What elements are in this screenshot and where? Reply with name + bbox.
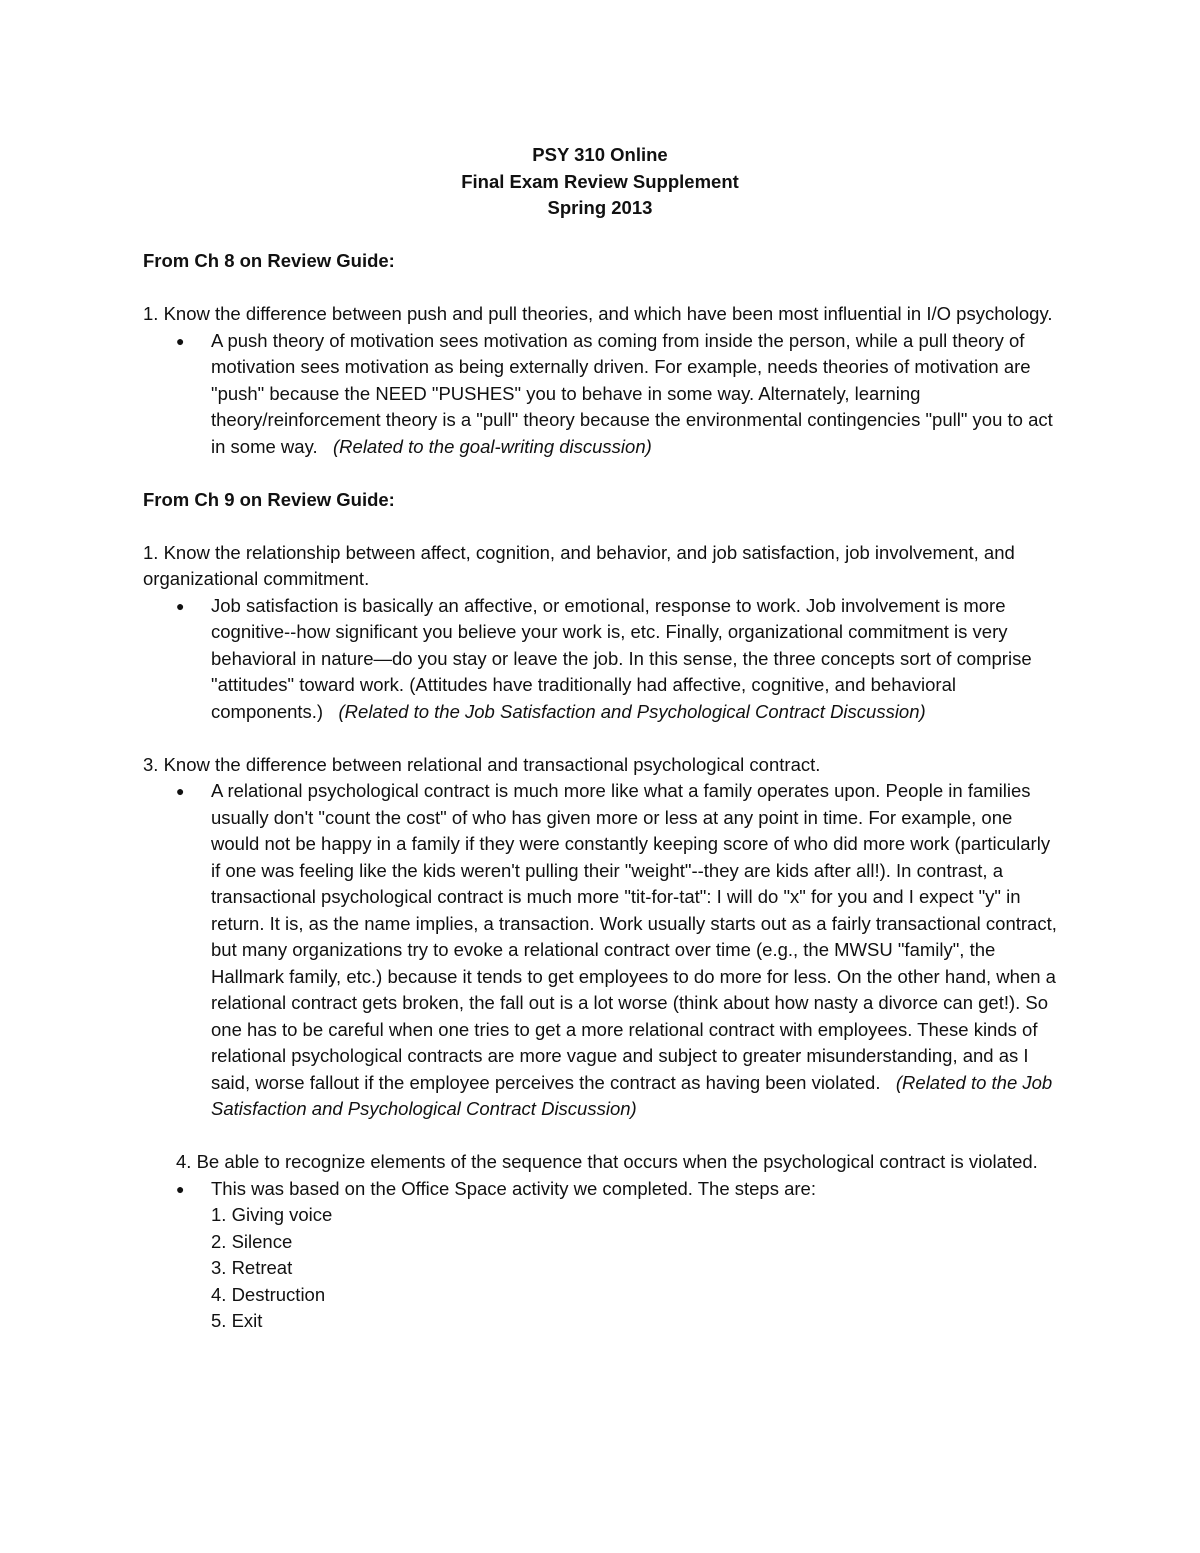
semester-label: Spring 2013 <box>547 197 653 218</box>
list-item: 3. Retreat <box>211 1257 293 1278</box>
answer-text: A push theory of motivation sees motivation as coming from inside the person, while a pull theory of motivation sees motivation as being externally driven. For example, needs theories of motivation are "push" because the NEED "PUSHES" you to behave in some way. Alternately, learning theory/reinforcement theory is a "pull" theory because the environmental contingencies "pull" you to act in some way. <box>211 329 1053 457</box>
course-title: PSY 310 Online <box>532 144 668 165</box>
list-item: 4. Destruction <box>211 1283 326 1305</box>
answer-ch9-4 <box>143 1176 1063 1203</box>
bullet-icon: ● <box>176 332 185 349</box>
section-heading-ch8: From Ch 8 on Review Guide: <box>143 250 395 271</box>
answer-ch8-1 <box>143 328 1063 461</box>
related-note: (Related to the goal-writing discussion) <box>322 435 652 457</box>
related-note: (Related to the Job Satisfaction and Psychological Contract Discussion) <box>328 700 926 722</box>
document-body <box>143 248 1063 1335</box>
answer-ch9-3 <box>143 778 1063 1123</box>
bullet-icon: ● <box>176 597 185 614</box>
list-item: 1. Giving voice <box>211 1204 333 1225</box>
question-ch9-1: 1. Know the relationship between affect, cognition, and behavior, and job satisfaction, job involvement, and organizational commitment. <box>143 541 1015 589</box>
steps-list <box>143 1202 1063 1335</box>
question-ch8-1: 1. Know the difference between push and pull theories, and which have been most influential in I/O psychology. <box>143 303 1053 324</box>
answer-text: A relational psychological contract is much more like what a family operates upon. People in families usually don't "count the cost" of who has given more or less at any point in time. For example, one would not be happy in a family if they were constantly keeping score of who did more work (particularly if one was feeling like the kids weren't pulling their "weight"--they are kids after all!). In contrast, a transactional psychological contract is much more "tit-for-tat": I will do "x" for you and I expect "y" in return. It is, as the name implies, a transaction. Work usually starts out as a fairly transactional contract, but many organizations try to evoke a relational contract over time (e.g., the MWSU "family", the Hallmark family, etc.) because it tends to get employees to do more for less. On the other hand, when a relational contract gets broken, the fall out is a lot worse (think about how nasty a divorce can get!). So one has to be careful when one tries to get a more relational contract with employees. These kinds of relational psychological contracts are more vague and subject to greater misunderstanding, and as I said, worse fallout if the employee perceives the contract as having been violated. <box>211 780 1057 1093</box>
list-item: 2. Silence <box>211 1230 293 1252</box>
answer-text: Job satisfaction is basically an affective, or emotional, response to work. Job involvement is more cognitive--how significant you believe your work is, etc. Finally, organizational commitment is very behavioral in nature—do you stay or leave the job. In this sense, the three concepts sort of comprise "attitudes" toward work. (Attitudes have traditionally had affective, cognitive, and behavioral components.) <box>211 594 1032 722</box>
related-note: (Related to the Job Satisfaction and Psychological Contract Discussion) <box>211 1071 1053 1119</box>
document-header <box>0 142 1200 222</box>
list-item: 5. Exit <box>211 1310 263 1331</box>
bullet-icon: ● <box>176 783 185 799</box>
bullet-icon: ● <box>176 1180 185 1197</box>
document-title: Final Exam Review Supplement <box>461 170 739 192</box>
question-ch9-4: 4. Be able to recognize elements of the sequence that occurs when the psychological contract is violated. <box>176 1151 1038 1172</box>
answer-text: This was based on the Office Space activity we completed. The steps are: <box>211 1177 816 1199</box>
section-heading-ch9: From Ch 9 on Review Guide: <box>143 488 395 510</box>
answer-ch9-1 <box>143 593 1063 726</box>
question-ch9-3: 3. Know the difference between relational and transactional psychological contract. <box>143 753 821 775</box>
